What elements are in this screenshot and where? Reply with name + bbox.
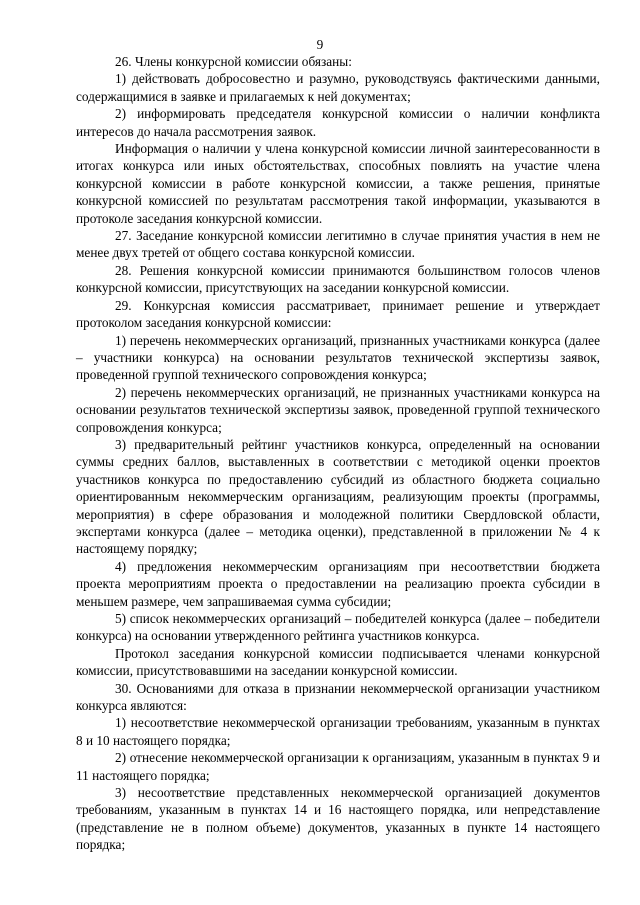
document-body [76,53,600,854]
page-number: 9 [316,37,324,52]
paragraph: 4) предложения некоммерческим организациям при несоответствии бюджета проекта мероприятиям проекта о предоставлении на реализацию проекта субсидии в меньшем размере, чем запрашиваемая сумма субсидии; [76,558,600,609]
paragraph: 1) перечень некоммерческих организаций, признанных участниками конкурса (далее – участники конкурса) на основании результатов технической экспертизы заявок, проведенной группой технического сопровождения конкурса; [76,332,600,383]
paragraph: 29. Конкурсная комиссия рассматривает, принимает решение и утверждает протоколом заседания конкурсной комиссии: [76,297,600,331]
paragraph: 30. Основаниями для отказа в признании некоммерческой организации участником конкурса являются: [76,680,600,714]
paragraph: 2) отнесение некоммерческой организации к организациям, указанным в пунктах 9 и 11 настоящего порядка; [76,750,600,783]
paragraph: 1) действовать добросовестно и разумно, руководствуясь фактическими данными, содержащимися в заявке и прилагаемых к ней документах; [76,71,600,104]
paragraph: 1) несоответствие некоммерческой организации требованиям, указанным в пунктах 8 и 10 настоящего порядка; [76,715,600,748]
paragraph: 28. Решения конкурсной комиссии принимаются большинством голосов членов конкурсной комиссии, присутствующих на заседании конкурсной комиссии. [76,262,600,296]
paragraph: 5) список некоммерческих организаций – победителей конкурса (далее – победители конкурса) на основании утвержденного рейтинга участников конкурса. [76,611,600,644]
paragraph: 27. Заседание конкурсной комиссии легитимно в случае принятия участия в нем не менее двух третей от общего состава конкурсной комиссии. [76,228,600,261]
paragraph: 26. Члены конкурсной комиссии обязаны: [115,54,352,69]
paragraph: 3) несоответствие представленных некоммерческой организацией документов требованиям, указанным в пунктах 14 и 16 настоящего порядка, или непредставление (представление не в полном объеме) документов, указанных в пункте 14 настоящего порядка; [76,785,600,853]
paragraph: Информация о наличии у члена конкурсной комиссии личной заинтересованности в итогах конкурса или иных обстоятельствах, способных повлиять на участие члена конкурсной комиссии в работе конкурсной комиссии, а также решения, принятые конкурсной комиссией по результатам рассмотрения такой информации, указываются в протоколе заседания конкурсной комиссии. [76,141,600,226]
paragraph: 2) перечень некоммерческих организаций, не признанных участниками конкурса на основании результатов технической экспертизы заявок, проведенной группой технического сопровождения конкурса; [76,384,600,435]
paragraph: 3) предварительный рейтинг участников конкурса, определенный на основании суммы средних баллов, выставленных в соответствии с методикой оценки проектов участников конкурса по предоставлению субсидий из областного бюджета социально ориентированным некоммерческим организациям, реализующим проекты (программы, мероприятия) в сфере образования и молодежной политики Свердловской области, экспертами конкурса (далее – методика оценки), представленной в приложении № 4 к настоящему порядку; [76,436,600,557]
paragraph: Протокол заседания конкурсной комиссии подписывается членами конкурсной комиссии, присутствовавшими на заседании конкурсной комиссии. [76,645,600,679]
paragraph: 2) информировать председателя конкурсной комиссии о наличии конфликта интересов до начала рассмотрения заявок. [76,106,600,139]
